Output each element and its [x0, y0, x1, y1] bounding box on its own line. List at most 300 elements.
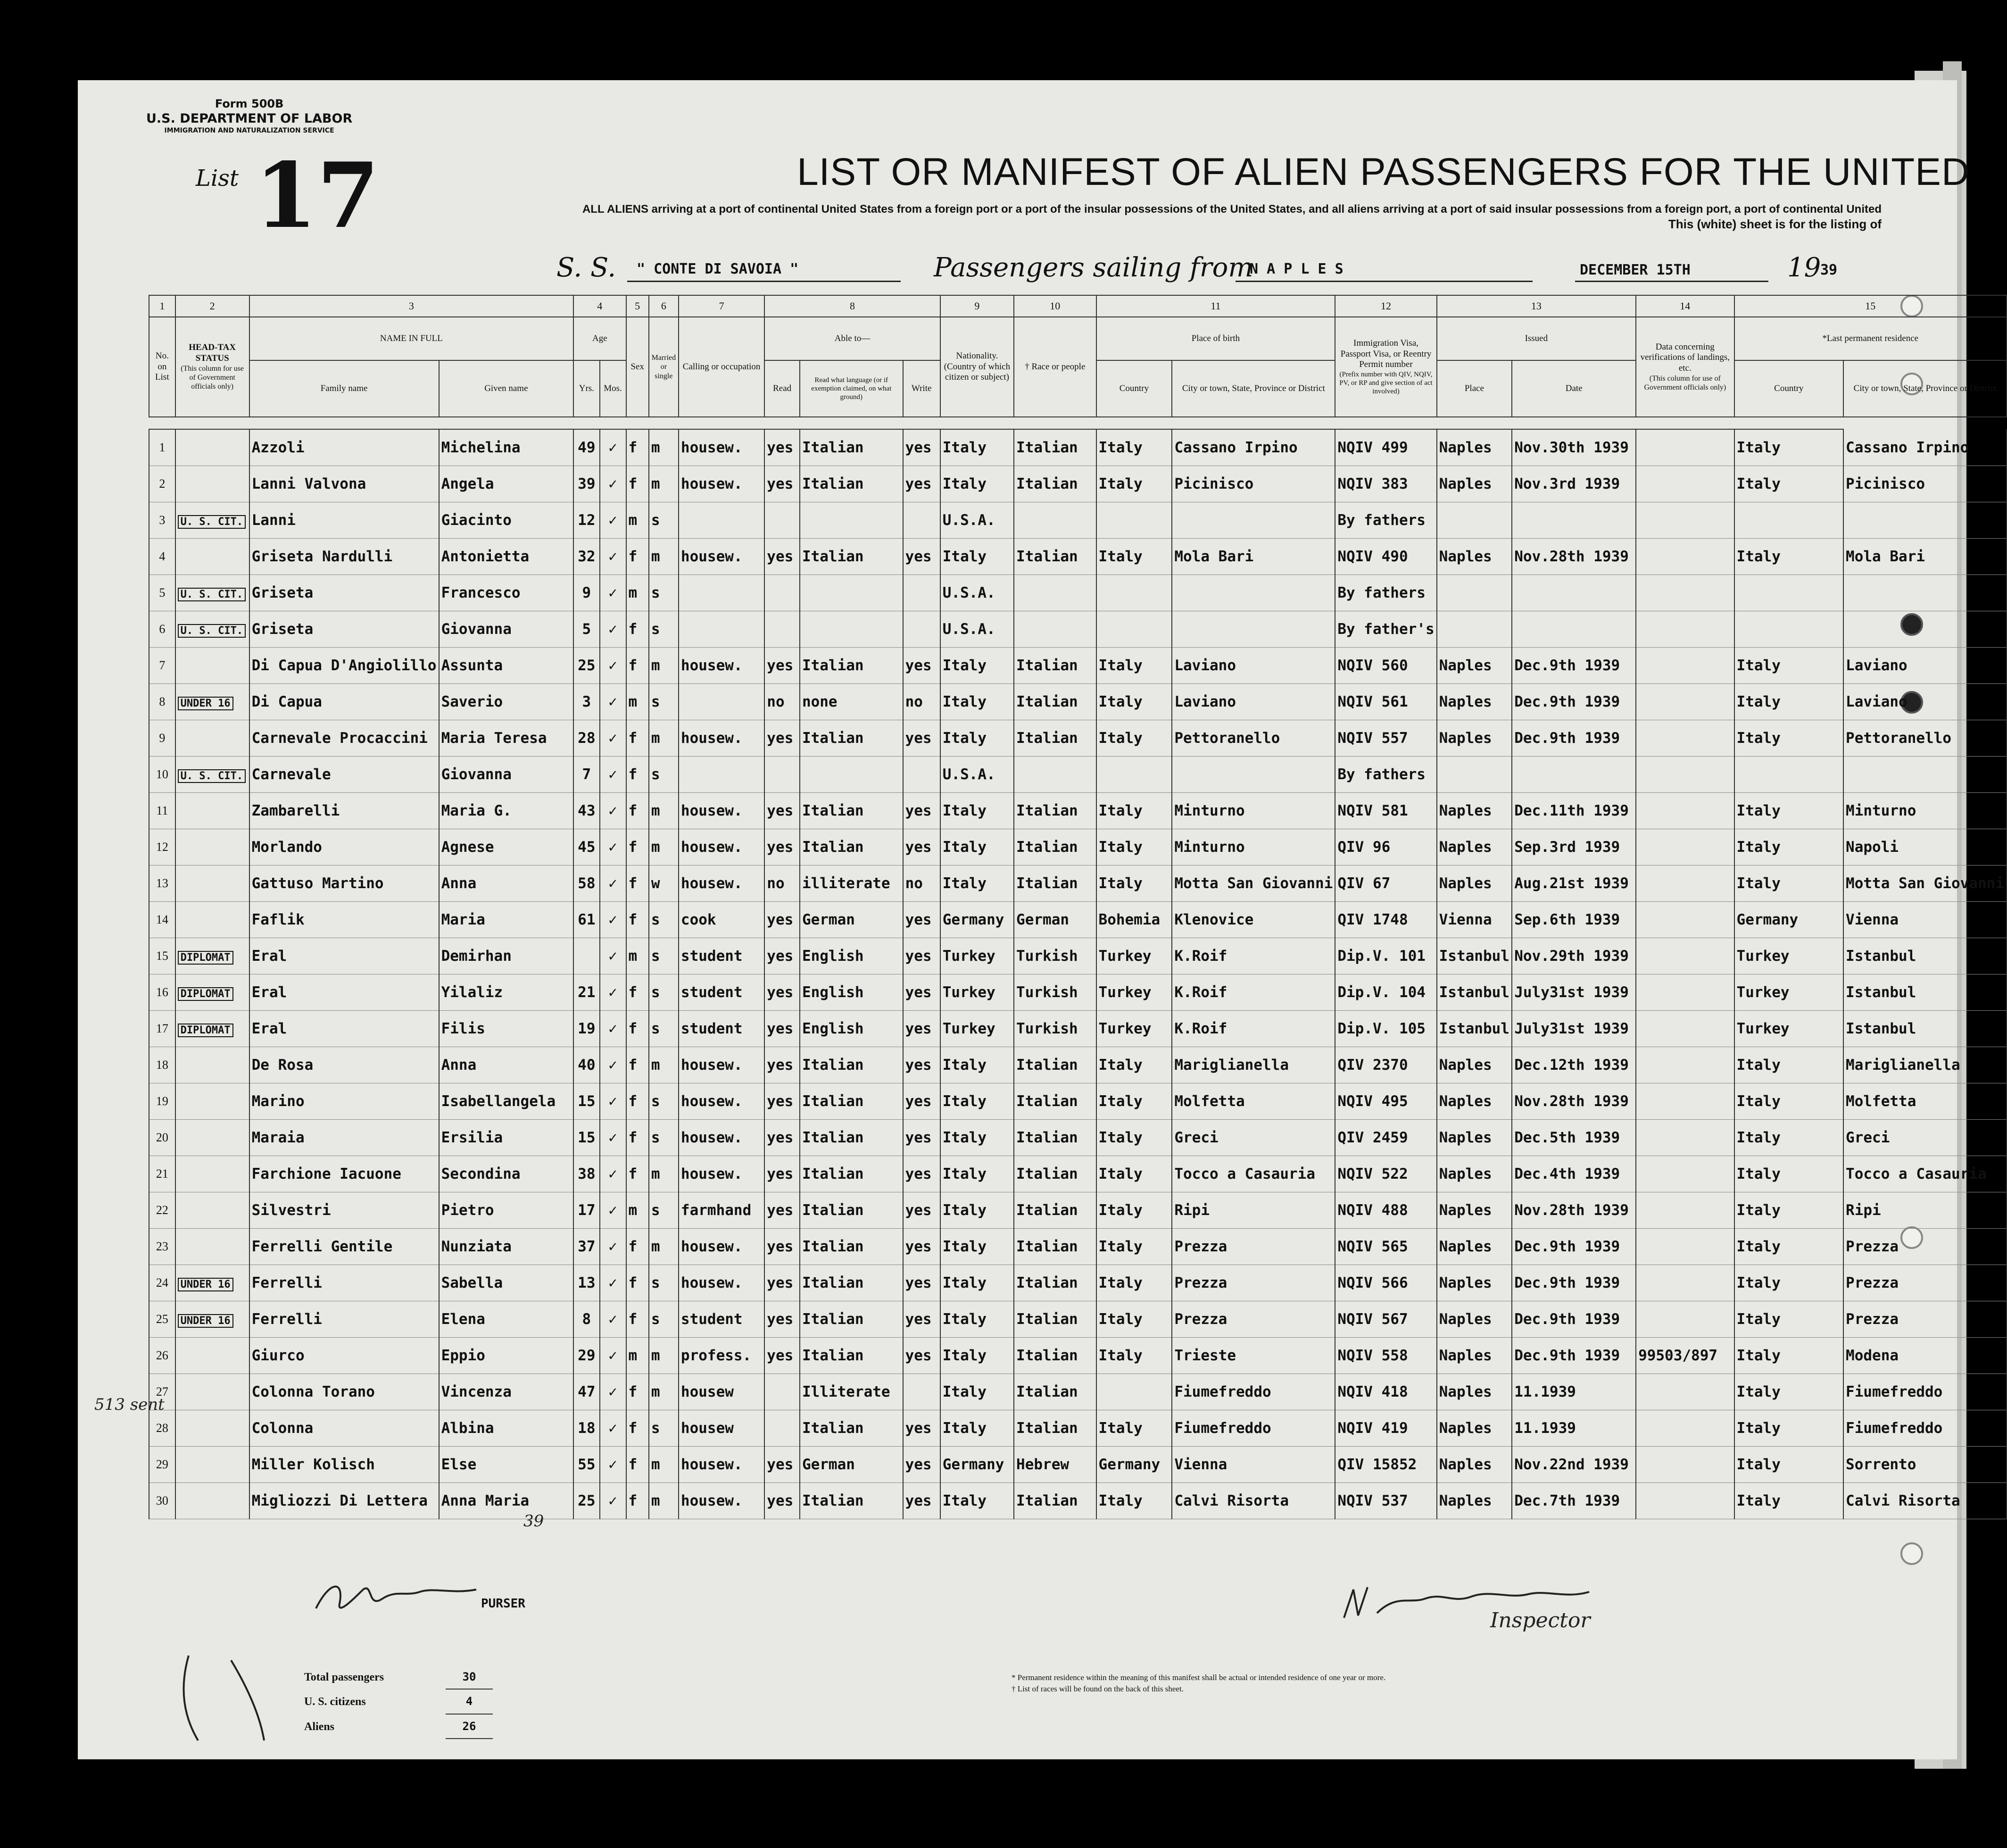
- age-months: ✓: [600, 1483, 626, 1519]
- issued-date: 11.1939: [1512, 1410, 1636, 1447]
- residence-country: Italy: [1734, 1447, 1844, 1483]
- age-years: 15: [573, 1120, 599, 1156]
- issued-date: [1512, 757, 1636, 793]
- col-num-11: 11: [1096, 295, 1335, 317]
- residence-city: Napoli: [1843, 829, 2007, 866]
- family-name: Farchione Iacuone: [249, 1156, 439, 1192]
- occupation: housew: [679, 1410, 764, 1447]
- age-years: [573, 938, 599, 974]
- visa-number: NQIV 418: [1335, 1374, 1436, 1410]
- age-years: 32: [573, 539, 599, 575]
- head-tax-status: [175, 1374, 249, 1410]
- given-name: Vincenza: [439, 1374, 574, 1410]
- table-row: [149, 1156, 2007, 1192]
- total-passengers-row: [304, 1665, 493, 1690]
- occupation: [679, 575, 764, 611]
- visa-number: NQIV 488: [1335, 1192, 1436, 1229]
- year-suffix: 39: [1820, 262, 1838, 278]
- birth-city: Prezza: [1172, 1229, 1335, 1265]
- subtitle-line-1: ALL ALIENS arriving at a port of continental United States from a foreign port or a port of the insular possessions of the United States, and all aliens arriving at a port of said insular possessions from a foreign port, a port of continental United: [582, 203, 1882, 216]
- sex: f: [626, 974, 649, 1011]
- visa-number: NQIV 565: [1335, 1229, 1436, 1265]
- sex: f: [626, 1011, 649, 1047]
- verification: [1636, 466, 1734, 502]
- residence-city: Cassano Irpino: [1843, 429, 2007, 466]
- can-read: [764, 502, 800, 539]
- occupation: [679, 757, 764, 793]
- can-write: yes: [903, 648, 940, 684]
- can-read: no: [764, 866, 800, 902]
- verification: [1636, 1410, 1734, 1447]
- age-years: 17: [573, 1192, 599, 1229]
- occupation: housew.: [679, 1265, 764, 1301]
- issued-date: Sep.3rd 1939: [1512, 829, 1636, 866]
- visa-number: NQIV 495: [1335, 1083, 1436, 1120]
- read-language: Italian: [800, 1156, 903, 1192]
- family-name: Giurco: [249, 1338, 439, 1374]
- age-months: ✓: [600, 1265, 626, 1301]
- occupation: housew.: [679, 829, 764, 866]
- age-years: 8: [573, 1301, 599, 1338]
- head-tax-status: [175, 611, 249, 648]
- status-stamp: UNDER 16: [178, 697, 233, 710]
- nationality: Italy: [940, 1301, 1014, 1338]
- row-number: 2: [149, 466, 175, 502]
- birth-country: Italy: [1096, 1483, 1172, 1519]
- occupation: housew.: [679, 1447, 764, 1483]
- age-months: ✓: [600, 866, 626, 902]
- birth-city: Fiumefreddo: [1172, 1374, 1335, 1410]
- birth-country: Italy: [1096, 684, 1172, 720]
- issued-place: Naples: [1437, 1229, 1512, 1265]
- head-tax-status: [175, 1229, 249, 1265]
- marital-status: s: [649, 611, 679, 648]
- read-language: Italian: [800, 720, 903, 757]
- header-read: Read: [764, 360, 800, 417]
- birth-city: [1172, 502, 1335, 539]
- purser-label: PURSER: [481, 1597, 525, 1611]
- table-row: [149, 793, 2007, 829]
- issued-date: [1512, 502, 1636, 539]
- visa-number: By fathers: [1335, 575, 1436, 611]
- birth-city: Klenovice: [1172, 902, 1335, 938]
- table-row: [149, 1483, 2007, 1519]
- nationality: Italy: [940, 1229, 1014, 1265]
- age-months: ✓: [600, 1192, 626, 1229]
- birth-country: Italy: [1096, 1229, 1172, 1265]
- nationality: Italy: [940, 1083, 1014, 1120]
- manifest-table-wrap: [149, 295, 2007, 1519]
- residence-country: Turkey: [1734, 1011, 1844, 1047]
- status-stamp: UNDER 16: [178, 1314, 233, 1328]
- residence-country: [1734, 575, 1844, 611]
- purser-signature: [311, 1571, 481, 1623]
- residence-country: Italy: [1734, 720, 1844, 757]
- table-row: [149, 902, 2007, 938]
- age-years: 25: [573, 1483, 599, 1519]
- birth-country: Germany: [1096, 1447, 1172, 1483]
- row-number: 5: [149, 575, 175, 611]
- head-tax-status: [175, 1120, 249, 1156]
- residence-city: Laviano: [1843, 684, 2007, 720]
- visa-number: NQIV 490: [1335, 539, 1436, 575]
- residence-city: Fiumefreddo: [1843, 1410, 2007, 1447]
- ship-name: " CONTE DI SAVOIA ": [637, 261, 799, 277]
- sex: f: [626, 1374, 649, 1410]
- table-row: [149, 684, 2007, 720]
- given-name: Eppio: [439, 1338, 574, 1374]
- can-read: yes: [764, 974, 800, 1011]
- family-name: Eral: [249, 1011, 439, 1047]
- table-row: [149, 575, 2007, 611]
- table-row: [149, 1374, 2007, 1410]
- service-name: IMMIGRATION AND NATURALIZATION SERVICE: [164, 126, 334, 134]
- verification: [1636, 1483, 1734, 1519]
- row-number: 13: [149, 866, 175, 902]
- can-read: yes: [764, 1301, 800, 1338]
- birth-country: Italy: [1096, 429, 1172, 466]
- birth-city: Prezza: [1172, 1265, 1335, 1301]
- issued-date: Dec.9th 1939: [1512, 720, 1636, 757]
- table-row: [149, 429, 2007, 466]
- nationality: Italy: [940, 793, 1014, 829]
- status-stamp: U. S. CIT.: [178, 515, 246, 529]
- header-read-language: Read what language (or if exemption claimed, on what ground): [800, 360, 903, 417]
- marital-status: m: [649, 648, 679, 684]
- age-years: 37: [573, 1229, 599, 1265]
- race: Turkish: [1014, 938, 1096, 974]
- head-tax-status: [175, 1011, 249, 1047]
- header-issued: Issued: [1437, 317, 1636, 360]
- can-write: no: [903, 866, 940, 902]
- residence-city: Pettoranello: [1843, 720, 2007, 757]
- family-name: Lanni: [249, 502, 439, 539]
- nationality: Italy: [940, 1120, 1014, 1156]
- verification: [1636, 429, 1734, 466]
- can-write: [903, 611, 940, 648]
- family-name: Migliozzi Di Lettera: [249, 1483, 439, 1519]
- issued-date: Dec.12th 1939: [1512, 1047, 1636, 1083]
- can-read: yes: [764, 938, 800, 974]
- read-language: [800, 575, 903, 611]
- occupation: profess.: [679, 1338, 764, 1374]
- birth-country: Italy: [1096, 1047, 1172, 1083]
- sailing-date: DECEMBER 15TH: [1580, 262, 1691, 278]
- visa-number: NQIV 560: [1335, 648, 1436, 684]
- residence-city: Istanbul: [1843, 938, 2007, 974]
- can-write: yes: [903, 829, 940, 866]
- departure-port: N A P L E S: [1250, 261, 1344, 277]
- issued-place: Naples: [1437, 684, 1512, 720]
- can-write: yes: [903, 1047, 940, 1083]
- read-language: Italian: [800, 1483, 903, 1519]
- occupation: housew.: [679, 793, 764, 829]
- handwritten-count: 39: [523, 1512, 544, 1531]
- row-number: 30: [149, 1483, 175, 1519]
- age-months: ✓: [600, 938, 626, 974]
- can-write: yes: [903, 1156, 940, 1192]
- verification: [1636, 1374, 1734, 1410]
- sex: f: [626, 1483, 649, 1519]
- issued-date: Nov.29th 1939: [1512, 938, 1636, 974]
- given-name: Elena: [439, 1301, 574, 1338]
- header-family-name: Family name: [249, 360, 439, 417]
- marital-status: m: [649, 1447, 679, 1483]
- header-visa: [1335, 317, 1436, 417]
- age-years: 19: [573, 1011, 599, 1047]
- can-read: yes: [764, 429, 800, 466]
- row-number: 8: [149, 684, 175, 720]
- row-number: 22: [149, 1192, 175, 1229]
- marital-status: m: [649, 829, 679, 866]
- given-name: Secondina: [439, 1156, 574, 1192]
- verification: [1636, 1265, 1734, 1301]
- read-language: Italian: [800, 539, 903, 575]
- age-years: 18: [573, 1410, 599, 1447]
- age-months: ✓: [600, 793, 626, 829]
- race: Italian: [1014, 720, 1096, 757]
- can-read: yes: [764, 539, 800, 575]
- family-name: Griseta: [249, 611, 439, 648]
- occupation: [679, 684, 764, 720]
- occupation: housew.: [679, 539, 764, 575]
- issued-place: Naples: [1437, 1083, 1512, 1120]
- age-years: 58: [573, 866, 599, 902]
- residence-country: Italy: [1734, 866, 1844, 902]
- residence-city: [1843, 575, 2007, 611]
- birth-country: Italy: [1096, 1156, 1172, 1192]
- table-row: [149, 974, 2007, 1011]
- verification: [1636, 502, 1734, 539]
- header-head-tax-note: (This column for use of Government officials only): [181, 365, 244, 391]
- table-row: [149, 648, 2007, 684]
- birth-city: [1172, 611, 1335, 648]
- can-write: yes: [903, 1301, 940, 1338]
- visa-number: QIV 15852: [1335, 1447, 1436, 1483]
- given-name: Anna: [439, 866, 574, 902]
- residence-city: Prezza: [1843, 1229, 2007, 1265]
- head-tax-status: [175, 757, 249, 793]
- given-name: Else: [439, 1447, 574, 1483]
- read-language: Italian: [800, 648, 903, 684]
- row-number: 23: [149, 1229, 175, 1265]
- nationality: Italy: [940, 1483, 1014, 1519]
- header-visa-note: (Prefix number with QIV, NQIV, PV, or RP and give section of act involved): [1339, 371, 1433, 396]
- given-name: Saverio: [439, 684, 574, 720]
- head-tax-status: [175, 829, 249, 866]
- issued-place: Naples: [1437, 866, 1512, 902]
- age-months: ✓: [600, 1410, 626, 1447]
- given-name: Demirhan: [439, 938, 574, 974]
- verification: [1636, 648, 1734, 684]
- age-years: 39: [573, 466, 599, 502]
- total-passengers-label: Total passengers: [304, 1671, 384, 1683]
- residence-country: [1734, 757, 1844, 793]
- issued-place: Naples: [1437, 539, 1512, 575]
- race: Italian: [1014, 1338, 1096, 1374]
- residence-city: Istanbul: [1843, 974, 2007, 1011]
- visa-number: NQIV 567: [1335, 1301, 1436, 1338]
- occupation: [679, 611, 764, 648]
- marital-status: s: [649, 938, 679, 974]
- occupation: housew.: [679, 466, 764, 502]
- age-months: ✓: [600, 648, 626, 684]
- issued-date: Dec.4th 1939: [1512, 1156, 1636, 1192]
- marital-status: s: [649, 902, 679, 938]
- visa-number: By fathers: [1335, 502, 1436, 539]
- residence-country: Italy: [1734, 429, 1844, 466]
- residence-city: [1843, 757, 2007, 793]
- row-number: 4: [149, 539, 175, 575]
- read-language: [800, 757, 903, 793]
- age-years: 21: [573, 974, 599, 1011]
- read-language: German: [800, 1447, 903, 1483]
- given-name: Isabellangela: [439, 1083, 574, 1120]
- table-row: [149, 502, 2007, 539]
- head-tax-status: [175, 866, 249, 902]
- col-num-14: 14: [1636, 295, 1734, 317]
- read-language: Italian: [800, 1301, 903, 1338]
- family-name: Azzoli: [249, 429, 439, 466]
- header-place-of-birth: Place of birth: [1096, 317, 1335, 360]
- verification: 99503/897: [1636, 1338, 1734, 1374]
- can-write: [903, 1374, 940, 1410]
- issued-place: Naples: [1437, 429, 1512, 466]
- header-visa-title: Immigration Visa, Passport Visa, or Reentry Permit number: [1340, 338, 1432, 370]
- residence-city: Picinisco: [1843, 466, 2007, 502]
- read-language: Illiterate: [800, 1374, 903, 1410]
- issued-place: Naples: [1437, 720, 1512, 757]
- nationality: Germany: [940, 902, 1014, 938]
- marital-status: m: [649, 429, 679, 466]
- age-months: ✓: [600, 902, 626, 938]
- race: Italian: [1014, 829, 1096, 866]
- issued-date: Dec.11th 1939: [1512, 793, 1636, 829]
- head-tax-status: [175, 1301, 249, 1338]
- nationality: Germany: [940, 1447, 1014, 1483]
- birth-city: Mola Bari: [1172, 539, 1335, 575]
- marital-status: m: [649, 793, 679, 829]
- table-row: [149, 466, 2007, 502]
- can-read: yes: [764, 1120, 800, 1156]
- port-underline: [1236, 281, 1533, 282]
- read-language: Italian: [800, 1410, 903, 1447]
- family-name: Eral: [249, 938, 439, 974]
- verification: [1636, 866, 1734, 902]
- issued-place: Naples: [1437, 1265, 1512, 1301]
- family-name: Griseta Nardulli: [249, 539, 439, 575]
- table-row: [149, 1047, 2007, 1083]
- us-citizens-label: U. S. citizens: [304, 1696, 366, 1708]
- row-number: 9: [149, 720, 175, 757]
- race: Italian: [1014, 1410, 1096, 1447]
- head-tax-status: [175, 1156, 249, 1192]
- race: Italian: [1014, 1083, 1096, 1120]
- status-stamp: U. S. CIT.: [178, 769, 246, 783]
- col-num-10: 10: [1014, 295, 1096, 317]
- header-given-name: Given name: [439, 360, 574, 417]
- marital-status: s: [649, 1301, 679, 1338]
- issued-place: Istanbul: [1437, 974, 1512, 1011]
- header-residence-city: City or town, State, Province or District: [1843, 360, 2007, 417]
- occupation: farmhand: [679, 1192, 764, 1229]
- nationality: Italy: [940, 684, 1014, 720]
- header-name-in-full: NAME IN FULL: [249, 317, 574, 360]
- verification: [1636, 720, 1734, 757]
- given-name: Maria G.: [439, 793, 574, 829]
- occupation: housew.: [679, 429, 764, 466]
- status-stamp: U. S. CIT.: [178, 624, 246, 638]
- issued-place: Naples: [1437, 1483, 1512, 1519]
- table-row: [149, 1410, 2007, 1447]
- header-head-tax-title: HEAD-TAX STATUS: [189, 342, 236, 364]
- nationality: Italy: [940, 1156, 1014, 1192]
- birth-city: Ripi: [1172, 1192, 1335, 1229]
- residence-country: Italy: [1734, 1483, 1844, 1519]
- can-write: [903, 502, 940, 539]
- read-language: illiterate: [800, 866, 903, 902]
- status-stamp: U. S. CIT.: [178, 588, 246, 601]
- residence-country: Italy: [1734, 466, 1844, 502]
- family-name: Morlando: [249, 829, 439, 866]
- birth-country: [1096, 502, 1172, 539]
- row-number: 17: [149, 1011, 175, 1047]
- can-read: no: [764, 684, 800, 720]
- form-identifier: [146, 97, 352, 135]
- marital-status: w: [649, 866, 679, 902]
- race: Italian: [1014, 1483, 1096, 1519]
- family-name: Lanni Valvona: [249, 466, 439, 502]
- can-write: yes: [903, 429, 940, 466]
- residence-city: Mariglianella: [1843, 1047, 2007, 1083]
- issued-place: Naples: [1437, 1156, 1512, 1192]
- sex: f: [626, 1410, 649, 1447]
- head-tax-status: [175, 1265, 249, 1301]
- can-read: [764, 1410, 800, 1447]
- age-months: ✓: [600, 720, 626, 757]
- birth-city: Laviano: [1172, 684, 1335, 720]
- header-mos: Mos.: [600, 360, 626, 417]
- given-name: Filis: [439, 1011, 574, 1047]
- residence-city: Greci: [1843, 1120, 2007, 1156]
- residence-city: Sorrento: [1843, 1447, 2007, 1483]
- birth-city: Trieste: [1172, 1338, 1335, 1374]
- nationality: Italy: [940, 829, 1014, 866]
- race: Italian: [1014, 648, 1096, 684]
- header-verification-note: (This column for use of Government officials only): [1644, 375, 1726, 392]
- visa-number: Dip.V. 101: [1335, 938, 1436, 974]
- birth-city: K.Roif: [1172, 1011, 1335, 1047]
- issued-place: Naples: [1437, 1120, 1512, 1156]
- header-married: Married or single: [649, 317, 679, 417]
- issued-date: Dec.9th 1939: [1512, 1301, 1636, 1338]
- verification: [1636, 1047, 1734, 1083]
- marital-status: m: [649, 1156, 679, 1192]
- ship-underline: [627, 281, 901, 282]
- verification: [1636, 793, 1734, 829]
- status-stamp: DIPLOMAT: [178, 987, 233, 1001]
- can-write: yes: [903, 1083, 940, 1120]
- header-issued-date: Date: [1512, 360, 1636, 417]
- head-tax-status: [175, 429, 249, 466]
- col-num-13: 13: [1437, 295, 1636, 317]
- aliens-value: 26: [446, 1715, 493, 1739]
- table-row: [149, 1301, 2007, 1338]
- visa-number: NQIV 566: [1335, 1265, 1436, 1301]
- manifest-title: LIST OR MANIFEST OF ALIEN PASSENGERS FOR THE UNITED: [797, 150, 1970, 193]
- sex: f: [626, 829, 649, 866]
- read-language: English: [800, 1011, 903, 1047]
